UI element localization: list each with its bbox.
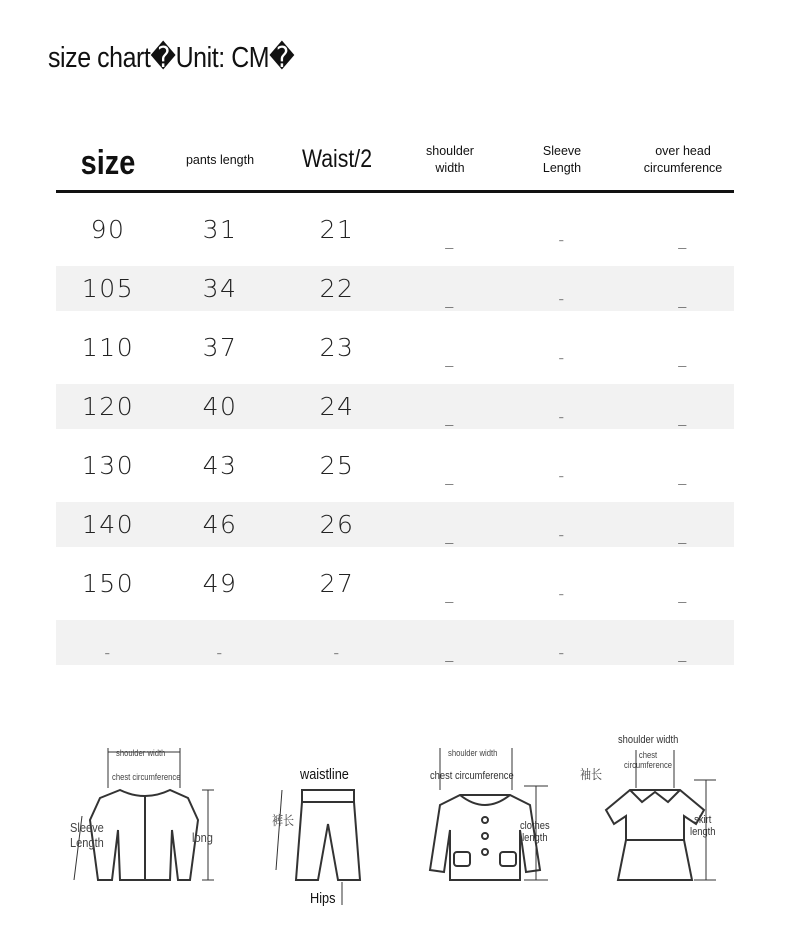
cell-sleeve: - [558, 525, 566, 544]
cell-waist: 27 [319, 569, 355, 598]
cell-waist: - [333, 643, 341, 662]
cell-head: _ [678, 584, 688, 603]
cardigan-sleeve-label: Sleeve Length [70, 820, 104, 850]
cell-shoulder: _ [445, 643, 455, 662]
header-waist: Waist/2 [301, 145, 373, 174]
size-table [56, 130, 734, 665]
cell-waist: 25 [319, 451, 355, 480]
cell-shoulder: _ [445, 584, 455, 603]
table-row [56, 207, 734, 252]
cell-sleeve: - [558, 230, 566, 249]
header-pants-length: pants length [185, 152, 255, 167]
cell-sleeve: - [558, 348, 566, 367]
cardigan-long-label: long [192, 830, 213, 845]
cell-head: _ [678, 525, 688, 544]
table-row [56, 502, 734, 547]
cell-shoulder: _ [445, 230, 455, 249]
cell-head: _ [678, 348, 688, 367]
cell-pants: 34 [202, 274, 238, 303]
table-row [56, 325, 734, 370]
cell-pants: - [216, 643, 224, 662]
cell-pants: 31 [202, 215, 238, 244]
table-row [56, 266, 734, 311]
coat-length-label: clothes length [520, 820, 550, 844]
cell-sleeve: - [558, 584, 566, 603]
cell-shoulder: _ [445, 466, 455, 485]
cell-waist: 24 [319, 392, 355, 421]
table-header [56, 130, 734, 193]
cell-size: 90 [90, 215, 126, 244]
cell-shoulder: _ [445, 525, 455, 544]
cell-sleeve: - [558, 407, 566, 426]
cell-size: 120 [81, 392, 135, 421]
page-title: size chart�Unit: CM� [48, 42, 295, 74]
cell-head: _ [678, 407, 688, 426]
cell-head: _ [678, 466, 688, 485]
pants-hips-label: Hips [310, 890, 336, 907]
table-row [56, 620, 734, 665]
cell-size: 105 [81, 274, 135, 303]
table-row [56, 384, 734, 429]
measurement-illustrations [0, 720, 790, 920]
dress-chest-label: chest circumference [624, 750, 673, 770]
cell-sleeve: - [558, 643, 566, 662]
cardigan-chest-label: chest circumference [112, 772, 181, 782]
cell-size: - [104, 643, 112, 662]
dress-skirt-label: skirt length [690, 814, 716, 838]
header-shoulder-width: shoulder width [426, 144, 474, 175]
cell-size: 150 [81, 569, 135, 598]
cell-pants: 43 [202, 451, 238, 480]
cell-waist: 22 [319, 274, 355, 303]
coat-chest-label: chest circumference [430, 770, 514, 782]
cell-waist: 26 [319, 510, 355, 539]
cell-pants: 49 [202, 569, 238, 598]
header-sleeve-length: Sleeve Length [542, 144, 582, 175]
header-size: size [80, 144, 136, 183]
dress-sleeve-label: 袖长 [580, 767, 603, 782]
cell-head: _ [678, 643, 688, 662]
header-over-head: over head circumference [643, 144, 723, 175]
cell-pants: 40 [202, 392, 238, 421]
pants-waist-label: waistline [300, 766, 349, 783]
cell-head: _ [678, 230, 688, 249]
cell-pants: 46 [202, 510, 238, 539]
coat-shoulder-label: shoulder width [448, 748, 498, 758]
table-row [56, 561, 734, 606]
cell-head: _ [678, 289, 688, 308]
pants-length-label: 裤长 [272, 813, 295, 828]
cardigan-shoulder-label: shoulder width [116, 748, 166, 758]
cell-size: 110 [81, 333, 135, 362]
cell-sleeve: - [558, 466, 566, 485]
cell-waist: 21 [319, 215, 355, 244]
cell-size: 140 [81, 510, 135, 539]
cell-shoulder: _ [445, 289, 455, 308]
cell-waist: 23 [319, 333, 355, 362]
cell-shoulder: _ [445, 407, 455, 426]
table-row [56, 443, 734, 488]
cell-size: 130 [81, 451, 135, 480]
cell-pants: 37 [202, 333, 238, 362]
dress-shoulder-label: shoulder width [618, 734, 679, 746]
cell-shoulder: _ [445, 348, 455, 367]
cell-sleeve: - [558, 289, 566, 308]
